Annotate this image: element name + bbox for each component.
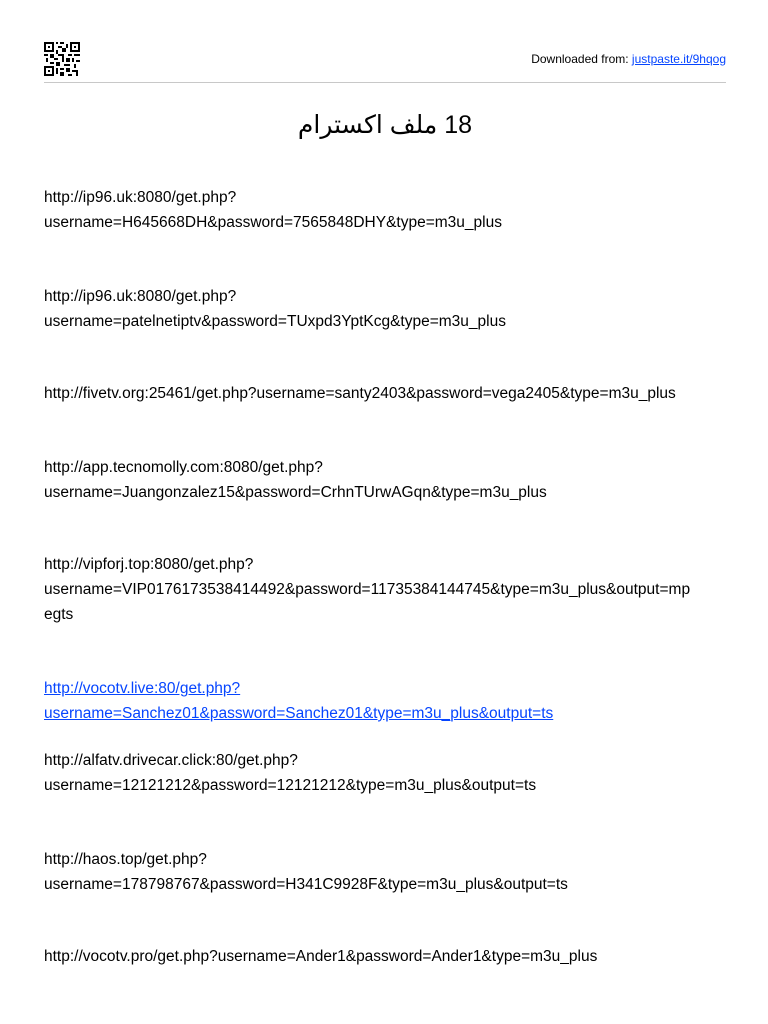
playlist-entry xyxy=(44,455,734,505)
page-title: 18 ملف اكسترام xyxy=(297,111,473,139)
entry-url-line: http://haos.top/get.php? xyxy=(44,851,207,868)
entry-url-link-line[interactable]: username=Sanchez01&password=Sanchez01&type=m3u_plus&output=ts xyxy=(44,705,554,722)
entry-url-line: http://vipforj.top:8080/get.php? xyxy=(44,556,254,573)
entry-url-line: http://app.tecnomolly.com:8080/get.php? xyxy=(44,459,323,476)
playlist-entry xyxy=(44,748,734,798)
entry-url-line: http://ip96.uk:8080/get.php? xyxy=(44,189,237,206)
playlist-entry xyxy=(44,847,734,897)
entry-url-line: username=12121212&password=12121212&type=m3u_plus&output=ts xyxy=(44,777,537,794)
playlist-entry xyxy=(44,284,734,334)
entry-url-line: username=178798767&password=H341C9928F&type=m3u_plus&output=ts xyxy=(44,876,568,893)
entry-url-link-line[interactable]: http://vocotv.live:80/get.php? xyxy=(44,680,241,697)
entry-url-line: http://fivetv.org:25461/get.php?username=santy2403&password=vega2405&type=m3u_plus xyxy=(44,385,676,402)
playlist-entry xyxy=(44,185,734,235)
playlist-entry xyxy=(44,944,734,969)
playlist-entry xyxy=(44,552,734,627)
download-source xyxy=(531,52,726,66)
downloaded-from-label: Downloaded from: xyxy=(531,52,632,66)
page-header xyxy=(44,42,726,83)
entry-url-line: username=VIP0176173538414492&password=11735384144745&type=m3u_plus&output=mp xyxy=(44,581,691,598)
entry-url-line: username=Juangonzalez15&password=CrhnTUrwAGqn&type=m3u_plus xyxy=(44,484,547,501)
entry-url-line: username=H645668DH&password=7565848DHY&type=m3u_plus xyxy=(44,214,502,231)
entry-url-line: username=patelnetiptv&password=TUxpd3YptKcg&type=m3u_plus xyxy=(44,313,506,330)
source-link[interactable]: justpaste.it/9hqog xyxy=(631,52,726,66)
entry-url-line: http://vocotv.pro/get.php?username=Ander1&password=Ander1&type=m3u_plus xyxy=(44,948,598,965)
qr-code-icon xyxy=(44,42,80,76)
playlist-entry-link xyxy=(44,676,734,726)
entry-url-line: http://alfatv.drivecar.click:80/get.php? xyxy=(44,752,298,769)
playlist-entry xyxy=(44,381,734,406)
entry-url-line: http://ip96.uk:8080/get.php? xyxy=(44,288,237,305)
entry-url-line: egts xyxy=(44,606,74,623)
